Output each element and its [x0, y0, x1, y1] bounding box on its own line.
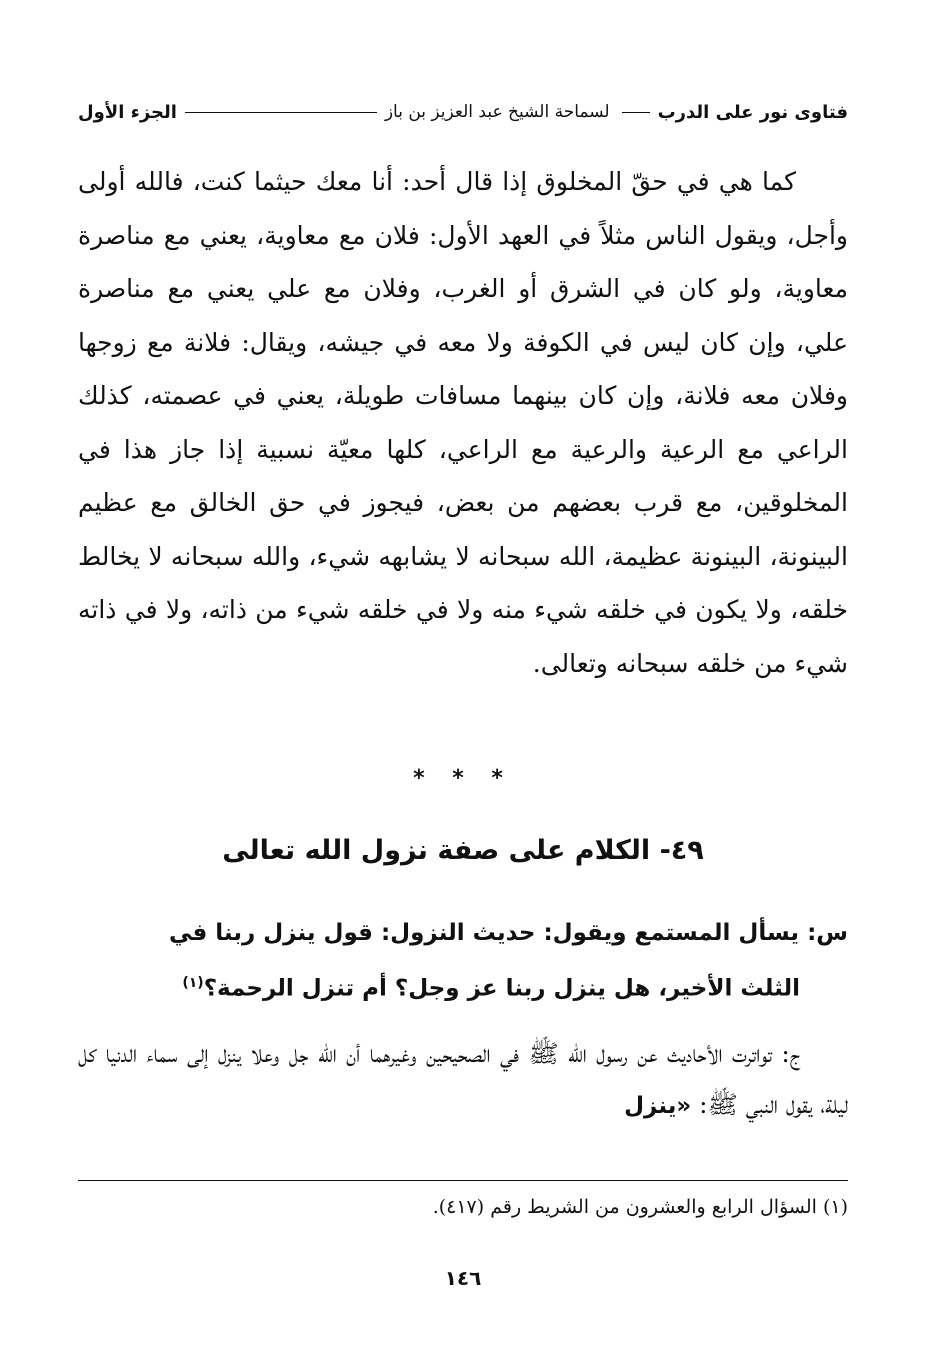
- section-heading: ٤٩- الكلام على صفة نزول الله تعالى: [222, 835, 704, 866]
- question-line-1: [78, 908, 848, 958]
- volume-label: الجزء الأول: [78, 101, 177, 123]
- question-line-2: [78, 958, 848, 1014]
- answer-text: تواترت الأحاديث عن رسول الله ﷺ في الصحيحين وغيرهما أن الله جل وعلا ينزل إلى سماء الدنيا كل ليلة، يقول النبي ﷺ:: [78, 1039, 848, 1119]
- answer-label: ج:: [781, 1039, 800, 1068]
- header-rule: [185, 112, 377, 113]
- page-number: ١٤٦: [444, 1266, 482, 1290]
- paragraph: كما هي في حقّ المخلوق إذا قال أحد: أنا معك حيثما كنت، فالله أولى وأجل، ويقول الناس مثلاً في العهد الأول: فلان مع معاوية، يعني مع مناصرة معاوية، ولو كان في الشرق أو الغرب، وفلان مع علي يعني مع مناصرة علي، وإن كان ليس في الكوفة ولا معه في جيشه، ويقال: فلانة مع زوجها وفلان معه فلانة، وإن كان بينهما مسافات طويلة، يعني في عصمته، كذلك الراعي مع الرعية والرعية مع الراعي، كلها معيّة نسبية إذا جاز هذا في المخلوقين، مع قرب بعضهم من بعض، فيجوز في حق الخالق مع عظيم البينونة، البينونة عظيمة، الله سبحانه لا يشابهه شيء، والله سبحانه لا يخالط خلقه، ولا يكون في خلقه شيء منه ولا في خلقه شيء من ذاته، ولا في ذاته شيء من خلقه سبحانه وتعالى.: [78, 167, 848, 678]
- author-name: لسماحة الشيخ عبد العزيز بن باز: [384, 102, 610, 122]
- section-separator: * * *: [413, 766, 513, 791]
- main-text: [78, 155, 848, 690]
- title-dash: [622, 112, 650, 113]
- footnote-divider: [78, 1180, 848, 1181]
- question-text-1: يسأل المستمع ويقول: حديث النزول: قول ينزل ربنا في: [168, 920, 800, 946]
- footnote-ref[interactable]: (١): [182, 975, 204, 991]
- book-title: فتاوى نور على الدرب: [657, 101, 848, 123]
- hadith-quote-start: «ينزل: [624, 1093, 692, 1119]
- question-label: س:: [807, 920, 848, 946]
- footnote: (١) السؤال الرابع والعشرون من الشريط رقم (٤١٧).: [432, 1196, 848, 1218]
- question-text-2: الثلث الأخير، هل ينزل ربنا عز وجل؟ أم تنزل الرحمة؟: [203, 975, 800, 1002]
- book-page: [78, 0, 848, 1369]
- answer-block: [78, 1028, 848, 1132]
- question-block: [78, 908, 848, 1014]
- answer-paragraph: [78, 1028, 848, 1132]
- running-header: [78, 98, 848, 126]
